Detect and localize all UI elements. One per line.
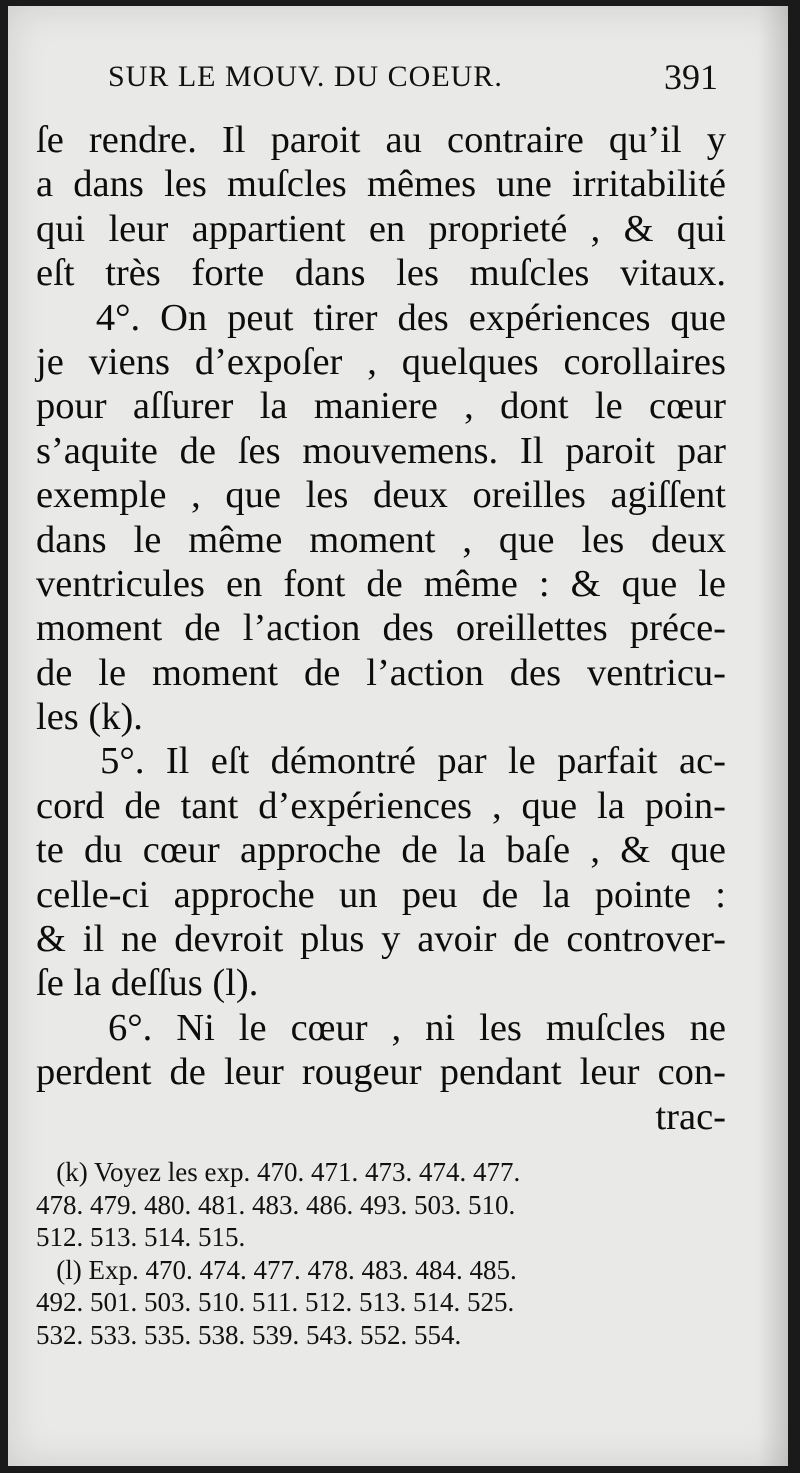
text-line: eſt très forte dans les muſcles vitaux. (36, 252, 726, 295)
text-line: ventricules en font de même : & que le (36, 562, 726, 605)
body-text (36, 118, 726, 1139)
text-line: 4°. On peut tirer des expériences que (36, 296, 726, 339)
footnotes (36, 1156, 716, 1351)
text-line: 5°. Il eſt démontré par le parfait ac- (36, 740, 726, 783)
footnote-line: 492. 501. 503. 510. 511. 512. 513. 514. 525. (36, 1287, 515, 1317)
text-line: ſe la deſſus (l). (36, 962, 259, 1005)
text-line: pour aſſurer la maniere , dont le cœur (36, 385, 726, 428)
text-line: cord de tant d’expériences , que la poin- (36, 784, 726, 827)
text-line: dans le même moment , que les deux (36, 518, 726, 561)
text-line: qui leur appartient en proprieté , & qui (36, 207, 726, 250)
catchword: trac- (655, 1095, 726, 1138)
footnote-line: (k) Voyez les exp. 470. 471. 473. 474. 477. (36, 1157, 521, 1187)
text-line: ſe rendre. Il paroit au contraire qu’il y (36, 119, 726, 161)
text-line: s’aquite de ſes mouvemens. Il paroit par (36, 429, 726, 472)
text-line: perdent de leur rougeur pendant leur con- (36, 1051, 726, 1094)
page-header (108, 56, 718, 106)
text-line: te du cœur approche de la baſe , & que (36, 829, 726, 872)
page-edge-shadow (758, 6, 788, 1466)
footnote-line: 532. 533. 535. 538. 539. 543. 552. 554. (36, 1319, 462, 1350)
book-page (8, 6, 788, 1466)
text-line: moment de l’action des oreillettes préce- (36, 607, 726, 650)
text-line: & il ne devroit plus y avoir de controver- (36, 918, 726, 961)
text-line: 6°. Ni le cœur , ni les muſcles ne (36, 1006, 726, 1049)
text-line: exemple , que les deux oreilles agiſſent (36, 474, 726, 517)
footnote-line: (l) Exp. 470. 474. 477. 478. 483. 484. 485. (36, 1254, 517, 1285)
text-line: de le moment de l’action des ventricu- (36, 651, 726, 694)
text-line: a dans les muſcles mêmes une irritabilité (36, 163, 726, 206)
page-number: 391 (664, 57, 718, 97)
text-line: les (k). (36, 696, 143, 739)
text-line: celle-ci approche un peu de la pointe : (36, 873, 726, 916)
text-line: je viens d’expoſer , quelques corollaires (36, 340, 726, 383)
footnote-line: 478. 479. 480. 481. 483. 486. 493. 503. 510. (36, 1189, 516, 1220)
footnote-line: 512. 513. 514. 515. (36, 1222, 246, 1252)
running-head: SUR LE MOUV. DU COEUR. (108, 60, 503, 93)
